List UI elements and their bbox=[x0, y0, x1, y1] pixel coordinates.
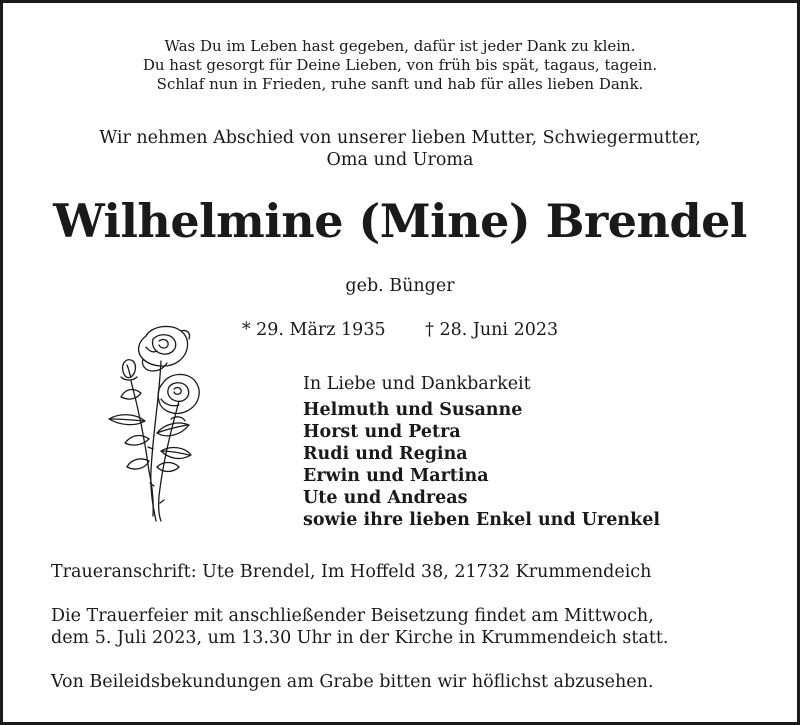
intro-line: Wir nehmen Abschied von unserer lieben Mutter, Schwiegermutter, bbox=[99, 128, 701, 148]
poem-line: Was Du im Leben hast gegeben, dafür ist jeder Dank zu klein. bbox=[164, 37, 636, 55]
poem bbox=[3, 37, 797, 94]
family-member: sowie ihre lieben Enkel und Urenkel bbox=[303, 510, 660, 530]
death-date: † 28. Juni 2023 bbox=[425, 320, 559, 340]
birth-name: geb. Bünger bbox=[345, 276, 455, 296]
funeral-line: Die Trauerfeier mit anschließender Beisetzung findet am Mittwoch, bbox=[51, 606, 654, 626]
funeral-line: dem 5. Juli 2023, um 13.30 Uhr in der Kirche in Krummendeich statt. bbox=[51, 628, 669, 648]
family-member: Helmuth und Susanne bbox=[303, 400, 523, 420]
family-member: Erwin und Martina bbox=[303, 466, 489, 486]
family-heading: In Liebe und Dankbarkeit bbox=[303, 374, 531, 394]
family-block bbox=[303, 373, 683, 531]
birth-date: * 29. März 1935 bbox=[241, 320, 386, 340]
deceased-name: Wilhelmine (Mine) Brendel bbox=[53, 194, 747, 248]
funeral-info bbox=[51, 605, 771, 649]
farewell-intro bbox=[3, 127, 797, 171]
intro-line: Oma und Uroma bbox=[326, 150, 474, 170]
notice-details bbox=[51, 561, 771, 715]
family-member: Rudi und Regina bbox=[303, 444, 468, 464]
mourning-address: Traueranschrift: Ute Brendel, Im Hoffeld 38, 21732 Krummendeich bbox=[51, 562, 652, 582]
family-member: Horst und Petra bbox=[303, 422, 461, 442]
poem-line: Schlaf nun in Frieden, ruhe sanft und hab für alles lieben Dank. bbox=[156, 75, 644, 93]
rose-icon bbox=[101, 321, 211, 531]
poem-line: Du hast gesorgt für Deine Lieben, von früh bis spät, tagaus, tagein. bbox=[142, 56, 658, 74]
condolence-note: Von Beileidsbekundungen am Grabe bitten wir höflichst abzusehen. bbox=[51, 672, 654, 692]
family-member: Ute und Andreas bbox=[303, 488, 468, 508]
